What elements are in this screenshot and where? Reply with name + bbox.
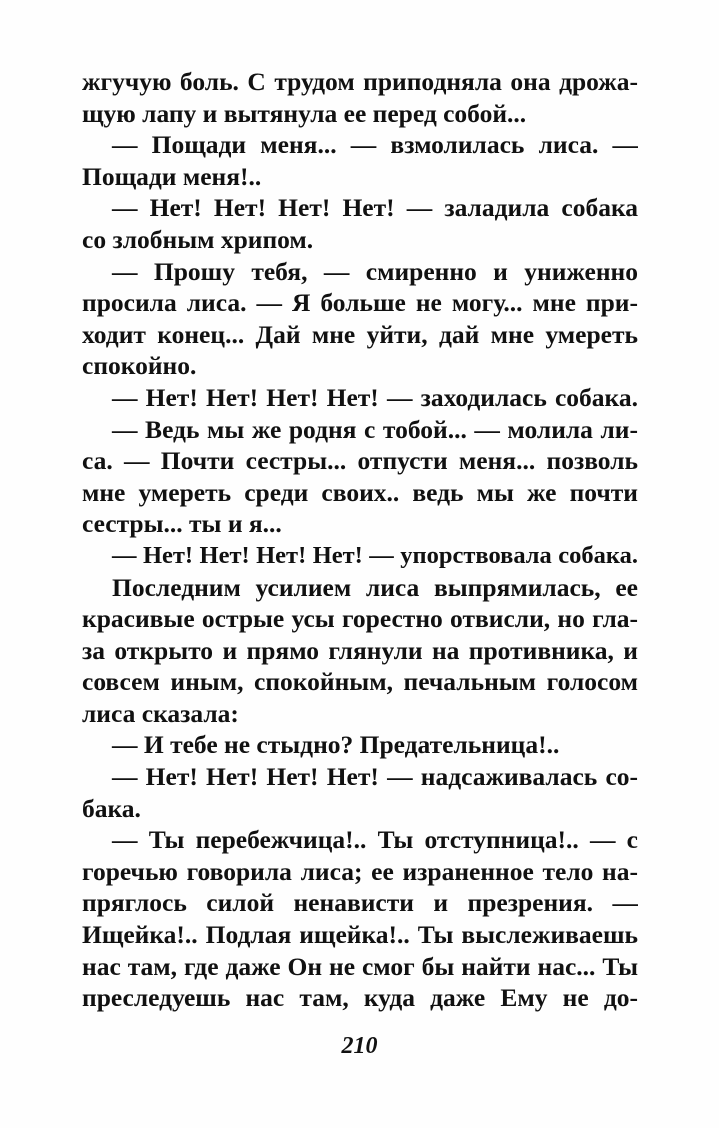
- text-line: — Нет! Нет! Нет! Нет! — заходилась собака.: [112, 382, 638, 412]
- text-line: са. — Почти сестры... отпусти меня... позволь: [82, 446, 638, 476]
- text-line: пряглось силой ненависти и презрения. —: [82, 888, 638, 918]
- page-text: [82, 66, 638, 1014]
- text-line: горечью говорила лиса; ее израненное тело на-: [82, 856, 638, 886]
- text-line: Ищейка!.. Подлая ищейка!.. Ты выслеживаешь: [82, 920, 638, 950]
- text-line: лиса сказала:: [82, 698, 239, 728]
- page-number: 210: [341, 1033, 378, 1059]
- text-line: — Ведь мы же родня с тобой... — молила ли-: [112, 414, 638, 444]
- text-line: просила лиса. — Я больше не могу... мне при-: [82, 288, 638, 318]
- text-line: Пощади меня!..: [82, 161, 262, 191]
- text-line: — Прошу тебя, — смиренно и униженно: [112, 256, 638, 286]
- text-line: мне умереть среди своих.. ведь мы же почти: [82, 477, 638, 507]
- text-line: — Нет! Нет! Нет! Нет! — надсаживалась со-: [112, 762, 638, 792]
- text-line: — Нет! Нет! Нет! Нет! — упорствовала собака.: [112, 541, 638, 569]
- text-line: совсем иным, спокойным, печальным голосом: [82, 667, 638, 697]
- text-line: красивые острые усы горестно отвисли, но гла-: [82, 604, 638, 634]
- text-line: — Ты перебежчица!.. Ты отступница!.. — с: [112, 825, 638, 855]
- text-line: — Нет! Нет! Нет! Нет! — заладила собака: [112, 193, 638, 223]
- text-line: щую лапу и вытянула ее перед собой...: [82, 98, 527, 128]
- text-line: — Пощади меня... — взмолилась лиса. —: [112, 130, 638, 160]
- text-line: ходит конец... Дай мне уйти, дай мне умереть: [82, 319, 638, 349]
- text-line: сестры... ты и я...: [82, 509, 282, 539]
- text-line: — И тебе не стыдно? Предательница!..: [112, 730, 560, 760]
- text-line: спокойно.: [82, 351, 197, 381]
- text-line: бака.: [82, 793, 141, 823]
- text-line: со злобным хрипом.: [82, 224, 314, 254]
- text-line: жгучую боль. С трудом приподняла она дрожа-: [82, 67, 638, 96]
- text-line: нас там, где даже Он не смог бы найти нас... Ты: [82, 951, 638, 981]
- text-line: Последним усилием лиса выпрямилась, ее: [112, 572, 638, 602]
- text-line: за открыто и прямо глянули на противника, и: [82, 635, 638, 665]
- text-line: преследуешь нас там, куда даже Ему не до-: [82, 983, 638, 1013]
